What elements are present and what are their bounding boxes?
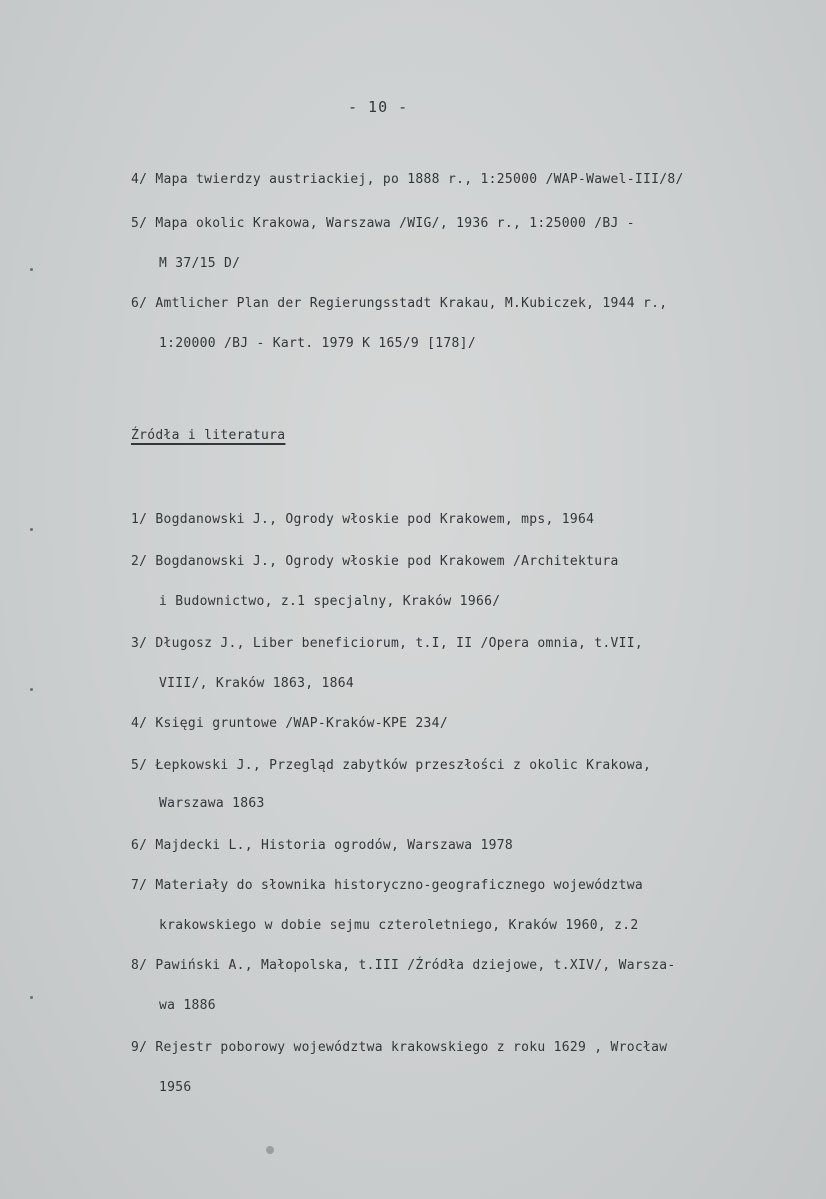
- source-entry-7: 7/ Materiały do słownika historyczno-geograficznego województwa: [131, 878, 643, 893]
- source-entry-3: 3/ Długosz J., Liber beneficiorum, t.I, II /Opera omnia, t.VII,: [131, 636, 643, 651]
- source-entry-3-continued: VIII/, Kraków 1863, 1864: [159, 676, 355, 691]
- source-entry-7-continued: krakowskiego w dobie sejmu czteroletniego, Kraków 1960, z.2: [159, 918, 639, 933]
- source-entry-2: 2/ Bogdanowski J., Ogrody włoskie pod Krakowem /Architektura: [131, 554, 619, 569]
- source-entry-5-continued: Warszawa 1863: [159, 796, 265, 811]
- source-entry-9-continued: 1956: [159, 1080, 192, 1095]
- paper-speck: [30, 268, 33, 271]
- source-entry-4: 4/ Księgi gruntowe /WAP-Kraków-KPE 234/: [131, 716, 448, 731]
- source-entry-6: 6/ Majdecki L., Historia ogrodów, Warszawa 1978: [131, 838, 513, 853]
- source-entry-1: 1/ Bogdanowski J., Ogrody włoskie pod Krakowem, mps, 1964: [131, 512, 595, 527]
- paper-speck: [30, 528, 33, 531]
- section-heading: Źródła i literatura: [131, 428, 286, 443]
- map-entry-5: 5/ Mapa okolic Krakowa, Warszawa /WIG/, 1936 r., 1:25000 /BJ -: [131, 216, 635, 231]
- source-entry-5: 5/ Łepkowski J., Przegląd zabytków przeszłości z okolic Krakowa,: [131, 758, 652, 773]
- page-number: - 10 -: [348, 98, 409, 116]
- map-entry-6-continued: 1:20000 /BJ - Kart. 1979 K 165/9 [178]/: [159, 336, 476, 351]
- map-entry-5-continued: M 37/15 D/: [159, 256, 241, 271]
- map-entry-4: 4/ Mapa twierdzy austriackiej, po 1888 r., 1:25000 /WAP-Wawel-III/8/: [131, 172, 684, 187]
- source-entry-8-continued: wa 1886: [159, 998, 216, 1013]
- paper-speck: [266, 1146, 274, 1154]
- paper-speck: [30, 688, 33, 691]
- source-entry-9: 9/ Rejestr poborowy województwa krakowskiego z roku 1629 , Wrocław: [131, 1040, 668, 1055]
- paper-speck: [30, 996, 33, 999]
- source-entry-8: 8/ Pawiński A., Małopolska, t.III /Źródła dziejowe, t.XIV/, Warsza-: [131, 958, 676, 973]
- source-entry-2-continued: i Budownictwo, z.1 specjalny, Kraków 1966/: [159, 594, 501, 609]
- map-entry-6: 6/ Amtlicher Plan der Regierungsstadt Krakau, M.Kubiczek, 1944 r.,: [131, 296, 668, 311]
